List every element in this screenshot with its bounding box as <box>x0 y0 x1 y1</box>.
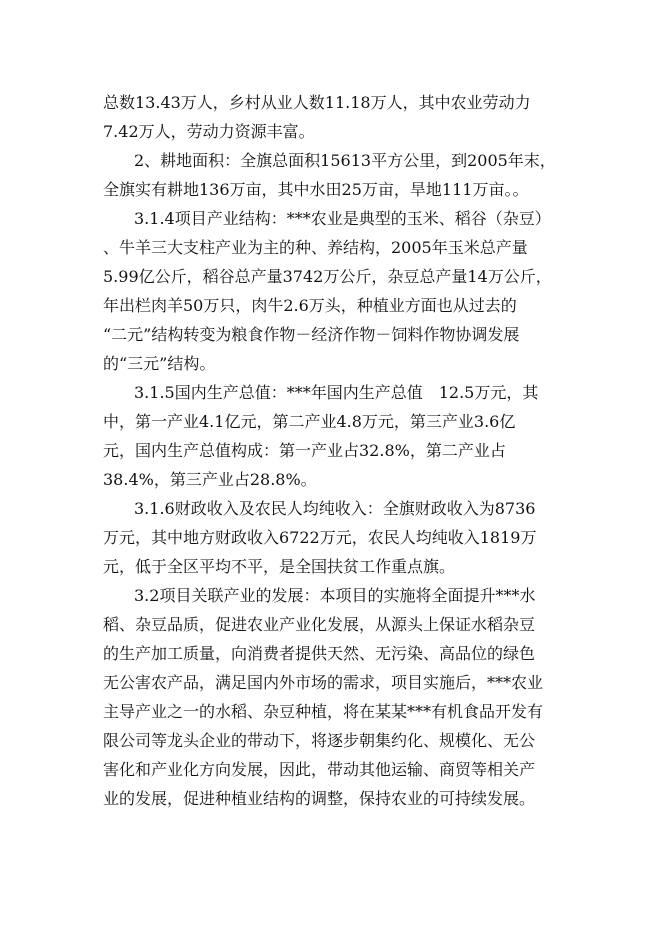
text-line: 、牛羊三大支柱产业为主的种、养结构，2005年玉米总产量 <box>103 238 528 257</box>
text-line: 害化和产业化方向发展，因此，带动其他运输、商贸等相关产 <box>103 760 536 779</box>
text-line: 的“三元”结构。 <box>103 354 216 373</box>
text-line: 全旗实有耕地136万亩，其中水田25万亩，旱地111万亩。。 <box>103 180 529 199</box>
text-line: 限公司等龙头企业的带动下，将逐步朝集约化、规模化、无公 <box>103 731 536 750</box>
text-line: 中，第一产业4.1亿元，第二产业4.8万元，第三产业3.6亿 <box>103 412 516 431</box>
text-line: 38.4%，第三产业占28.8%。 <box>103 470 317 489</box>
text-line: 总数13.43万人，乡村从业人数11.18万人，其中农业劳动力 <box>103 93 531 112</box>
text-line: 元，国内生产总值构成：第一产业占32.8%，第二产业占 <box>103 441 506 460</box>
text-line: 无公害农产品，满足国内外市场的需求，项目实施后，***农业 <box>103 673 544 692</box>
text-line: 稻、杂豆品质，促进农业产业化发展，从源头上保证水稻杂豆 <box>103 615 536 634</box>
text-line: 万元，其中地方财政收入6722万元，农民人均纯收入1819万 <box>103 528 537 547</box>
text-line: 3.1.5国内生产总值：***年国内生产总值 12.5万元，其 <box>134 383 539 402</box>
text-line: 2、耕地面积：全旗总面积15613平方公里，到2005年末， <box>134 151 556 170</box>
text-line: 业的发展，促进种植业结构的调整，保持农业的可持续发展。 <box>103 789 536 808</box>
text-line: “二元”结构转变为粮食作物－经济作物－饲料作物协调发展 <box>103 325 520 344</box>
text-line: 主导产业之一的水稻、杂豆种植，将在某某***有机食品开发有 <box>103 702 544 721</box>
text-line: 3.2项目关联产业的发展：本项目的实施将全面提升***水 <box>134 586 536 605</box>
text-line: 3.1.4项目产业结构：***农业是典型的玉米、稻谷（杂豆） <box>134 209 551 228</box>
text-line: 元，低于全区平均不平，是全国扶贫工作重点旗。 <box>103 557 456 576</box>
text-line: 7.42万人，劳动力资源丰富。 <box>103 122 315 141</box>
text-line: 3.1.6财政收入及农民人均纯收入：全旗财政收入为8736 <box>134 499 536 518</box>
text-line: 5.99亿公斤，稻谷总产量3742万公斤，杂豆总产量14万公斤， <box>103 267 552 286</box>
text-line: 的生产加工质量，向消费者提供天然、无污染、高品位的绿色 <box>103 644 536 663</box>
text-line: 年出栏肉羊50万只，肉牛2.6万头，种植业方面也从过去的 <box>103 296 517 315</box>
